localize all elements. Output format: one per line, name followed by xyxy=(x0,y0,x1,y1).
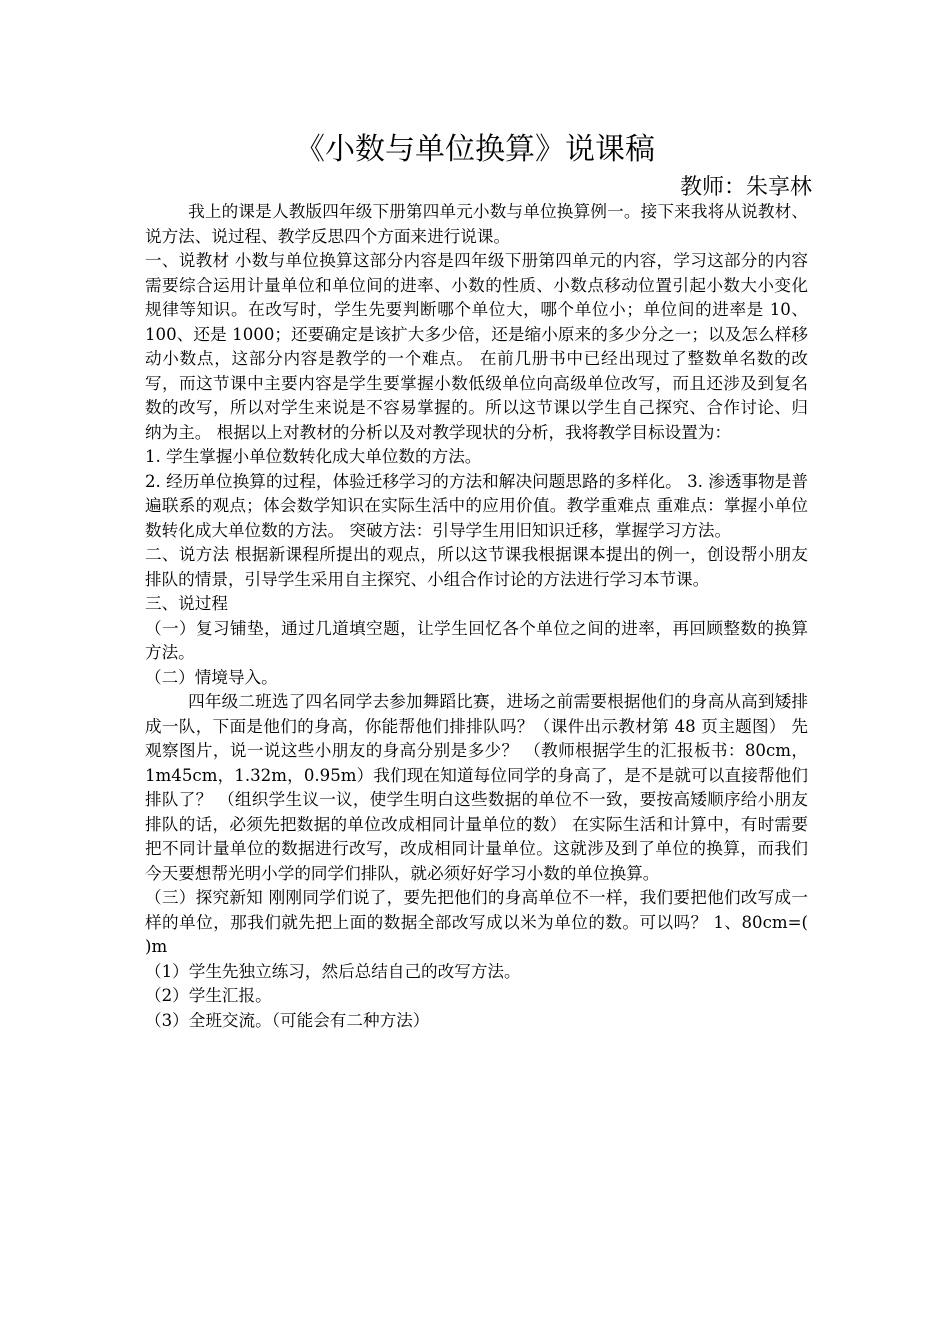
author-line: 教师：朱享林 xyxy=(679,175,812,200)
goal-1-paragraph: 1. 学生掌握小单位数转化成大单位数的方法。 xyxy=(145,447,482,466)
step-explore-paragraph: （三）探究新知 刚刚同学们说了，要先把他们的身高单位不一样，我们要把他们改写成一样的单位，那我们就先把上面的数据全部改写成以米为单位的数。可以吗？ 1、80cm=( )m xyxy=(145,888,808,956)
goal-2-3-paragraph: 2. 经历单位换算的过程，体验迁移学习的方法和解决问题思路的多样化。 3. 渗透事物是普遍联系的观点；体会数学知识在实际生活中的应用价值。教学重难点 重难点：掌握小单位数转化成大单位数的方法。 突破方法：引导学生用旧知识迁移，掌握学习方法。 xyxy=(145,471,808,540)
step-scenario-heading: （二）情境导入。 xyxy=(145,667,278,687)
scenario-paragraph: 四年级二班选了四名同学去参加舞蹈比赛，进场之前需要根据他们的身高从高到矮排成一队，下面是他们的身高，你能帮他们排排队吗？（课件出示教材第 48 页主题图） 先观察图片，说一说这些小朋友的身高分别是多少？ （教师根据学生的汇报板书：80cm，1m45cm，1.32m，0.95m）我们现在知道每位同学的身高了，是不是就可以直接帮他们排队了？ （组织学生议一议，使学生明白这些数据的单位不一致，要按高矮顺序给小朋友排队的话，必须先把数据的单位改成相同计量单位的数） 在实际生活和计算中，有时需要把不同计量单位的数据进行改写，改成相同计量单位。这就涉及到了单位的换算，而我们今天要想帮光明小学的同学们排队，就必须好好学习小数的单位换算。 xyxy=(145,692,808,883)
document-body xyxy=(145,200,808,1033)
section-method-paragraph: 二、说方法 根据新课程所提出的观点，所以这节课我根据课本提出的例一，创设帮小朋友排队的情景，引导学生采用自主探究、小组合作讨论的方法进行学习本节课。 xyxy=(145,545,808,589)
list-item: （3）全班交流。（可能会有二种方法） xyxy=(145,1010,430,1030)
step-review-paragraph: （一）复习铺垫，通过几道填空题，让学生回忆各个单位之间的进率，再回顾整数的换算方法。 xyxy=(145,618,808,662)
list-item: （1）学生先独立练习，然后总结自己的改写方法。 xyxy=(145,961,521,981)
intro-paragraph: 我上的课是人教版四年级下册第四单元小数与单位换算例一。接下来我将从说教材、说方法、说过程、教学反思四个方面来进行说课。 xyxy=(145,202,808,246)
section-textbook-paragraph: 一、说教材 小数与单位换算这部分内容是四年级下册第四单元的内容，学习这部分的内容需要综合运用计量单位和单位间的进率、小数的性质、小数点移动位置引起小数大小变化规律等知识。在改写时，学生先要判断哪个单位大，哪个单位小；单位间的进率是 10、100、还是 1000；还要确定是该扩大多少倍，还是缩小原来的多少分之一；以及怎么样移动小数点，这部分内容是教学的一个难点。 在前几册书中已经出现过了整数单名数的改写，而这节课中主要内容是学生要掌握小数低级单位向高级单位改写，而且还涉及到复名数的改写，所以对学生来说是不容易掌握的。所以这节课以学生自己探究、合作讨论、归纳为主。 根据以上对教材的分析以及对教学现状的分析，我将教学目标设置为： xyxy=(145,251,808,442)
section-process-heading: 三、说过程 xyxy=(145,594,228,613)
list-item: （2）学生汇报。 xyxy=(145,986,272,1005)
document-title: 《小数与单位换算》说课稿 xyxy=(295,132,655,167)
